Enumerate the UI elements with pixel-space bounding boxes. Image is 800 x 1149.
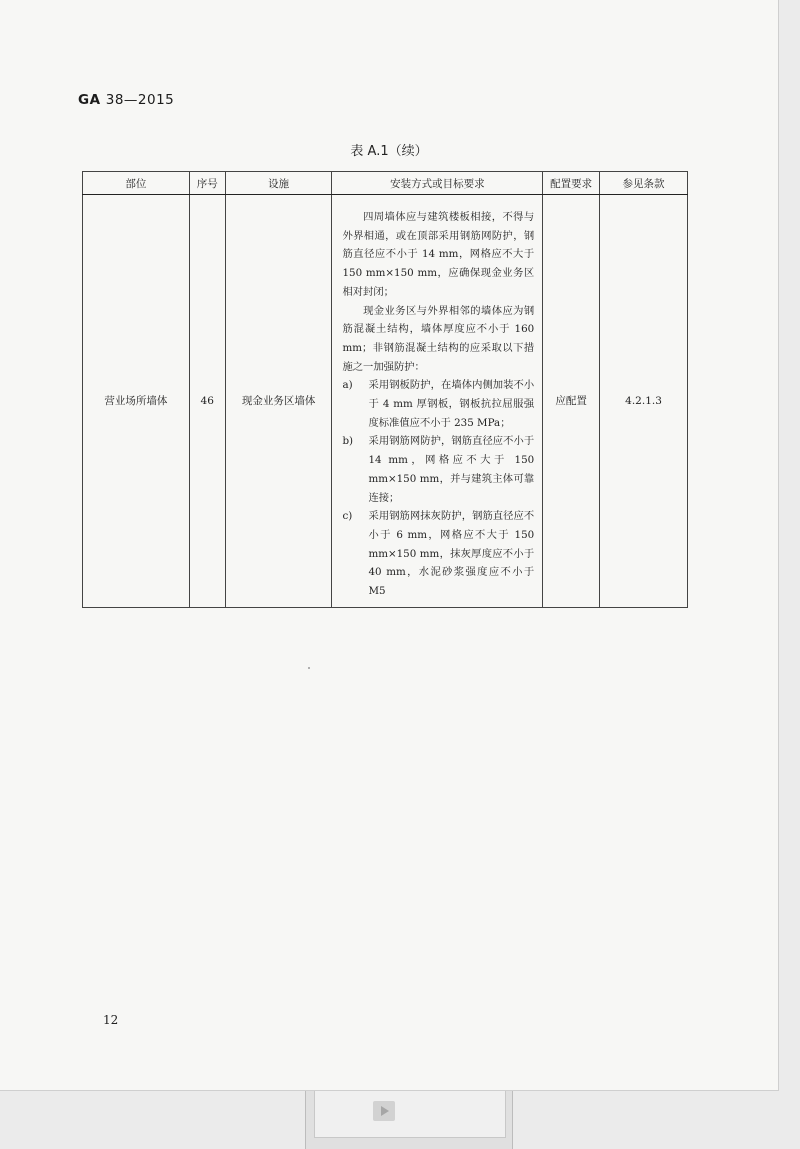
requirement-paragraph-2: 现金业务区与外界相邻的墙体应为钢筋混凝土结构，墙体厚度应不小于 160 mm；非钢筋混凝土结构的应采取以下措施之一加强防护： bbox=[342, 304, 535, 373]
requirements-table bbox=[82, 171, 688, 608]
requirement-paragraph-1: 四周墙体应与建筑楼板相接，不得与外界相通，或在顶部采用钢筋网防护，钢筋直径应不小于 14 mm，网格应不大于 150 mm×150 mm，应确保现金业务区相对封闭； bbox=[342, 211, 535, 298]
page-number: 12 bbox=[103, 1013, 119, 1027]
header-requirement: 安装方式或目标要求 bbox=[332, 172, 543, 195]
standard-number: 38—2015 bbox=[105, 92, 175, 108]
list-item bbox=[342, 376, 534, 432]
header-reference: 参见条款 bbox=[600, 172, 688, 195]
cell-requirement bbox=[332, 195, 543, 608]
standard-prefix: GA bbox=[78, 92, 101, 108]
scan-speck bbox=[308, 667, 310, 669]
viewer-tab-inner bbox=[314, 1091, 506, 1138]
table-row bbox=[83, 195, 688, 608]
play-icon[interactable] bbox=[373, 1101, 395, 1121]
header-seq: 序号 bbox=[189, 172, 225, 195]
viewer-bottom-tab[interactable] bbox=[305, 1091, 513, 1149]
list-text: 采用钢筋网抹灰防护，钢筋直径应不小于 6 mm，网格应不大于 150 mm×150 mm，抹灰厚度应不小于 40 mm，水泥砂浆强度应不小于 M5 bbox=[368, 510, 535, 598]
cell-facility: 现金业务区墙体 bbox=[225, 195, 332, 608]
list-item bbox=[342, 507, 534, 601]
table-header-row bbox=[83, 172, 688, 195]
list-marker: a) bbox=[342, 379, 353, 392]
list-text: 采用钢筋网防护，钢筋直径应不小于 14 mm，网格应不大于 150 mm×150 mm，并与建筑主体可靠连接； bbox=[368, 435, 535, 504]
list-marker: c) bbox=[342, 510, 353, 523]
cell-seq: 46 bbox=[189, 195, 225, 608]
header-facility: 设施 bbox=[225, 172, 332, 195]
cell-location: 营业场所墙体 bbox=[83, 195, 190, 608]
cell-reference: 4.2.1.3 bbox=[600, 195, 688, 608]
list-text: 采用钢板防护，在墙体内侧加装不小于 4 mm 厚钢板，钢板抗拉屈服强度标准值应不小于 235 MPa； bbox=[368, 379, 535, 429]
header-config: 配置要求 bbox=[543, 172, 600, 195]
cell-config: 应配置 bbox=[543, 195, 600, 608]
table-title: 表 A.1（续） bbox=[350, 144, 428, 159]
list-marker: b) bbox=[342, 435, 354, 448]
list-item bbox=[342, 432, 534, 507]
header-location: 部位 bbox=[83, 172, 190, 195]
standard-code bbox=[78, 92, 174, 108]
